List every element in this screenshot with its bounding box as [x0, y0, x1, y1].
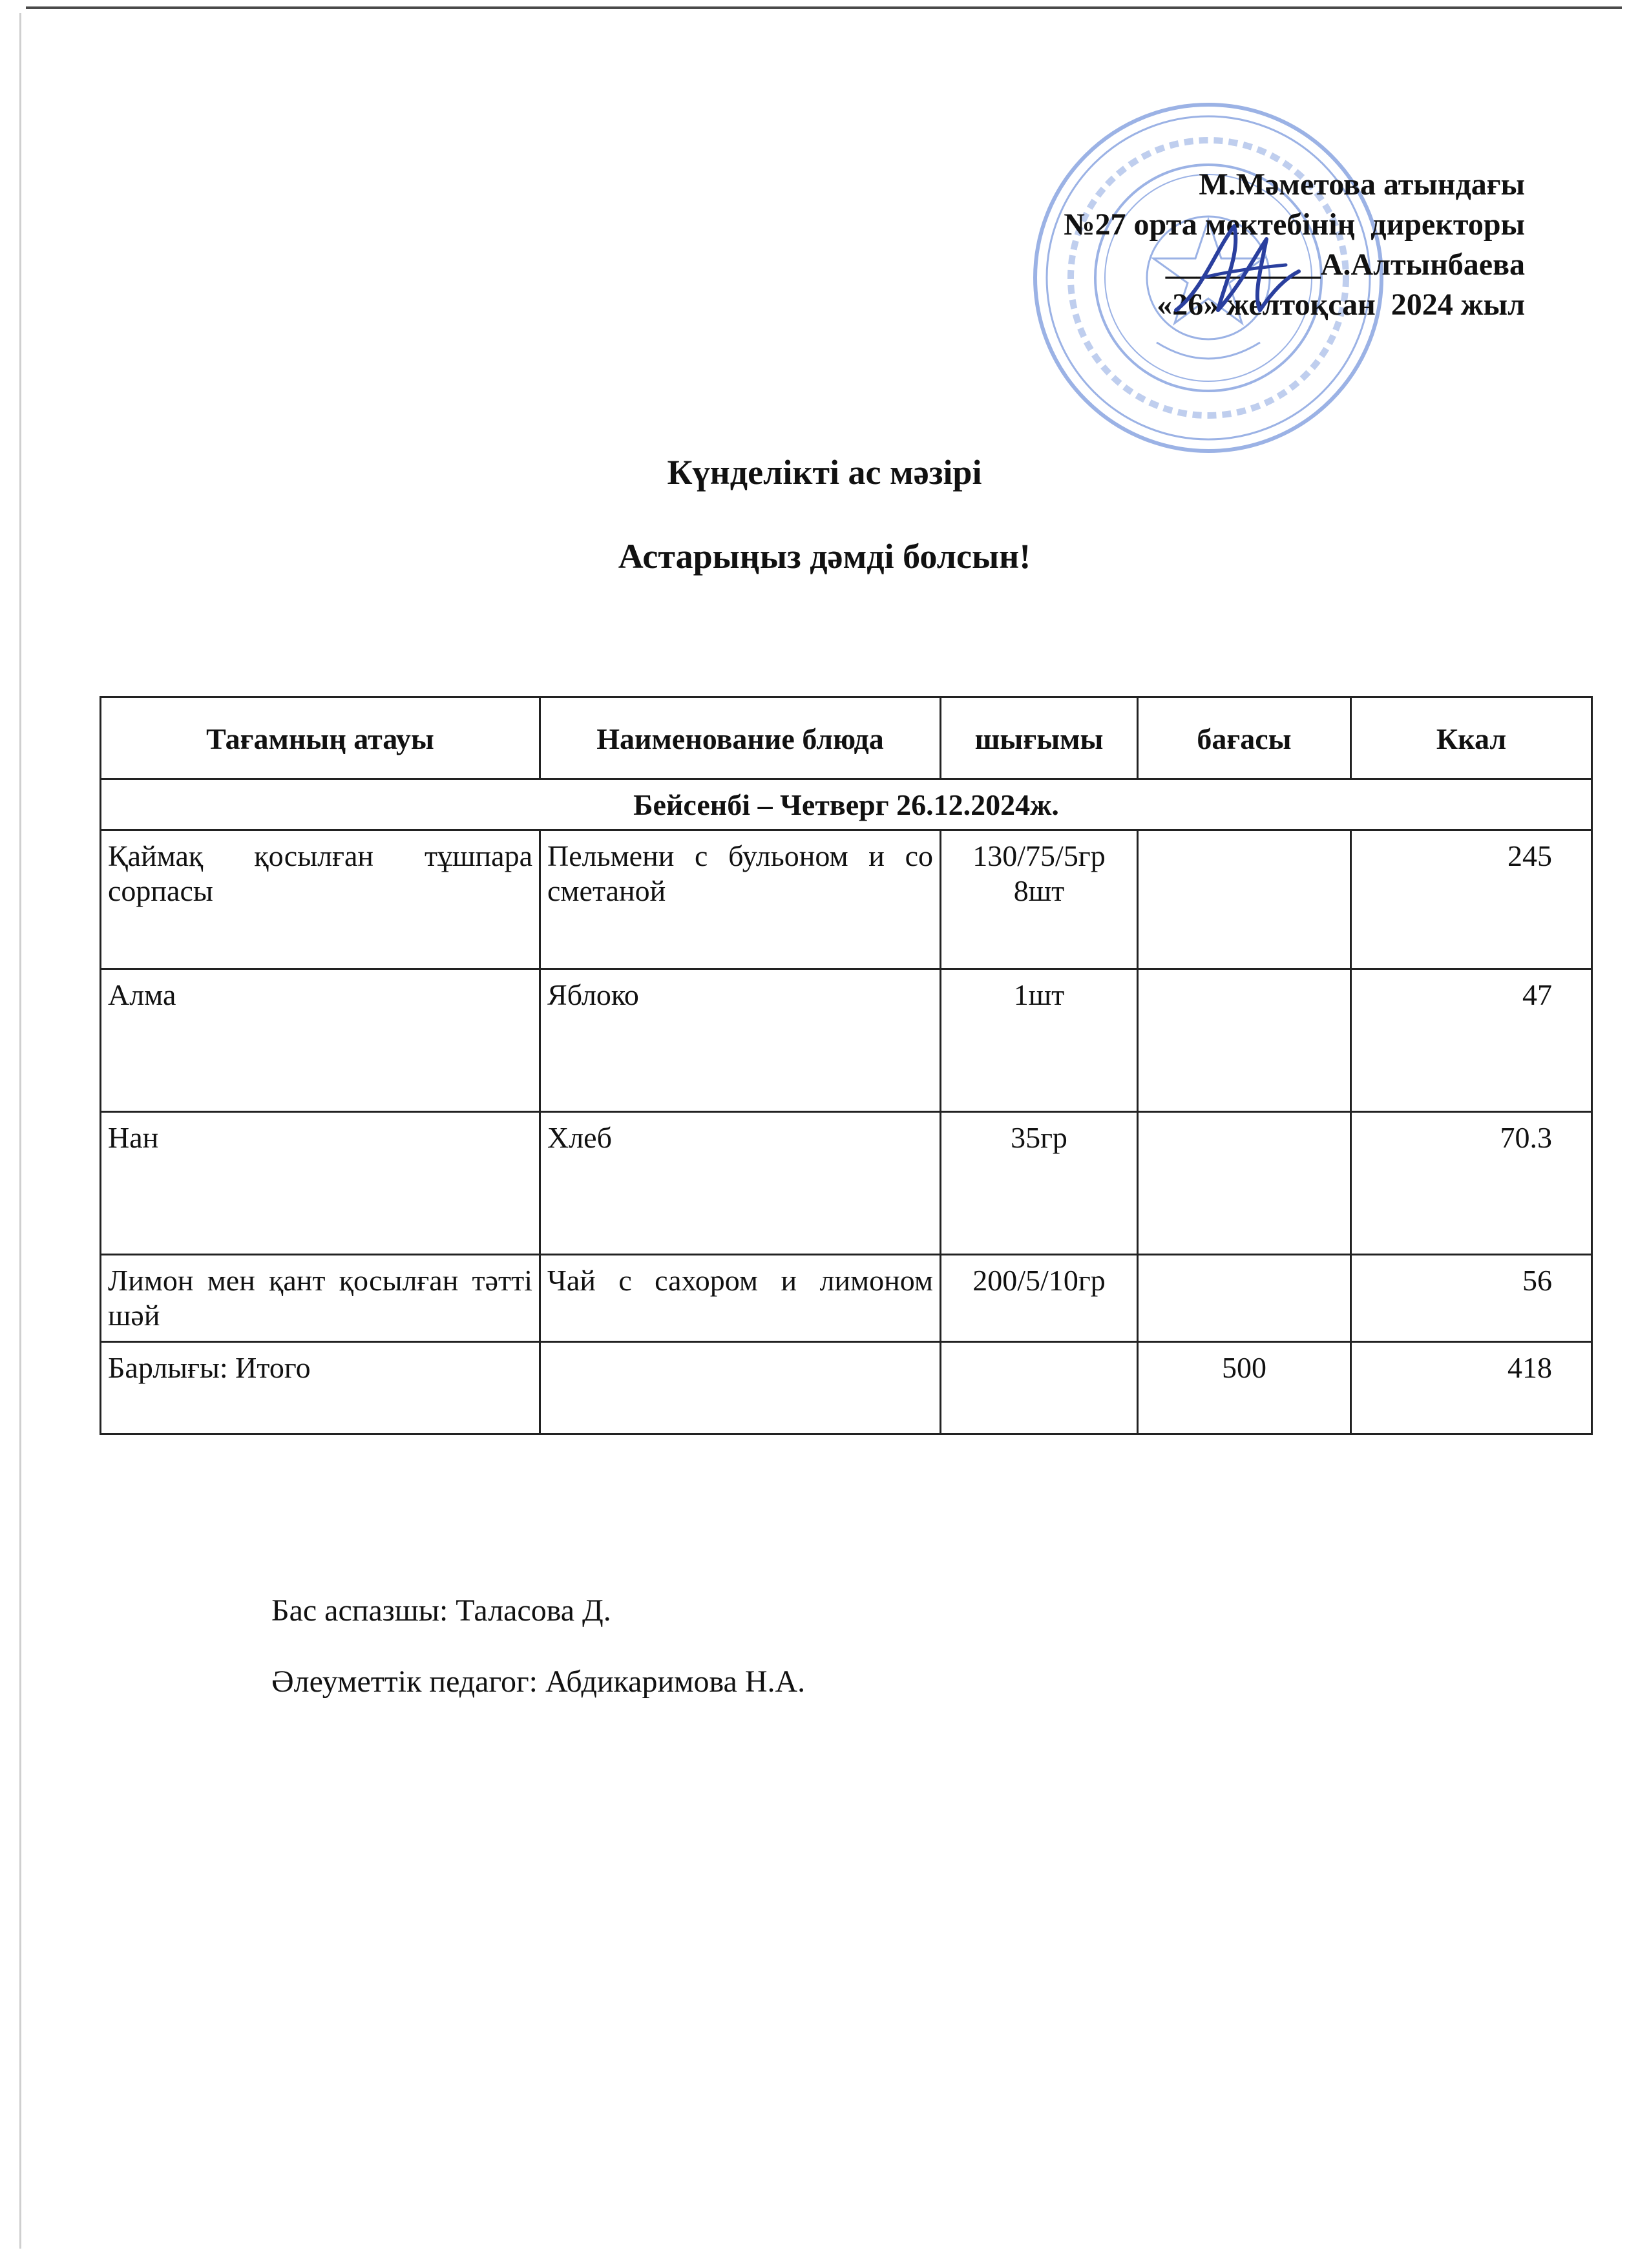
- cell-price: 500: [1138, 1342, 1351, 1434]
- cell-price: [1138, 1112, 1351, 1255]
- approval-line-2: №27 орта мектебінің директоры: [1064, 207, 1525, 242]
- cell-kcal: 245: [1351, 830, 1592, 969]
- cell-ru-name: Яблоко: [540, 969, 941, 1112]
- scan-edge-top: [26, 0, 1622, 17]
- table-row-total: [101, 1342, 1592, 1434]
- approval-line-4: «26» желтоқсан 2024 жыл: [1157, 288, 1525, 322]
- header-price: бағасы: [1138, 697, 1351, 779]
- cell-kk-name: Алма: [101, 969, 540, 1112]
- header-yield: шығымы: [941, 697, 1138, 779]
- page-title: Күнделікті ас мәзірі: [667, 453, 982, 492]
- header-kcal: Ккал: [1351, 697, 1592, 779]
- day-label: Бейсенбі – Четверг 26.12.2024ж.: [101, 779, 1592, 830]
- day-row: [101, 779, 1592, 830]
- cell-kk-name: Лимон мен қант қосылған тәтті шәй: [101, 1255, 540, 1342]
- chef-signature-line: Бас аспазшы: Таласова Д.: [271, 1593, 611, 1628]
- cell-kk-name: Нан: [101, 1112, 540, 1255]
- table-row: [101, 830, 1592, 969]
- director-signature: [1163, 213, 1305, 330]
- cell-price: [1138, 969, 1351, 1112]
- scan-edge-left: [19, 13, 21, 2249]
- cell-price: [1138, 1255, 1351, 1342]
- cell-kcal: 70.3: [1351, 1112, 1592, 1255]
- cell-price: [1138, 830, 1351, 969]
- cell-kk-name: Барлығы: Итого: [101, 1342, 540, 1434]
- cell-yield: 200/5/10гр: [941, 1255, 1138, 1342]
- cell-kcal: 47: [1351, 969, 1592, 1112]
- cell-yield: 1шт: [941, 969, 1138, 1112]
- table-row: [101, 1112, 1592, 1255]
- cell-yield: 35гр: [941, 1112, 1138, 1255]
- menu-table: [100, 696, 1593, 1435]
- cell-ru-name: [540, 1342, 941, 1434]
- header-kk-name: Тағамның атауы: [101, 697, 540, 779]
- page-subtitle: Астарыңыз дәмді болсын!: [618, 537, 1031, 576]
- cell-ru-name: Пельмени с бульоном и со сметаной: [540, 830, 941, 969]
- table-row: [101, 969, 1592, 1112]
- cell-kcal: 56: [1351, 1255, 1592, 1342]
- cell-yield: 130/75/5гр 8шт: [941, 830, 1138, 969]
- approval-line-3: __________А.Алтынбаева: [1165, 247, 1525, 282]
- cell-yield: [941, 1342, 1138, 1434]
- cell-kcal: 418: [1351, 1342, 1592, 1434]
- cell-ru-name: Чай с сахором и лимоном: [540, 1255, 941, 1342]
- header-ru-name: Наименование блюда: [540, 697, 941, 779]
- cell-ru-name: Хлеб: [540, 1112, 941, 1255]
- cell-kk-name: Қаймақ қосылған тұшпара сорпасы: [101, 830, 540, 969]
- pedagogue-signature-line: Әлеуметтік педагог: Абдикаримова Н.А.: [271, 1664, 806, 1699]
- table-header-row: [101, 697, 1592, 779]
- table-row: [101, 1255, 1592, 1342]
- approval-line-1: М.Мәметова атындағы: [1199, 167, 1525, 202]
